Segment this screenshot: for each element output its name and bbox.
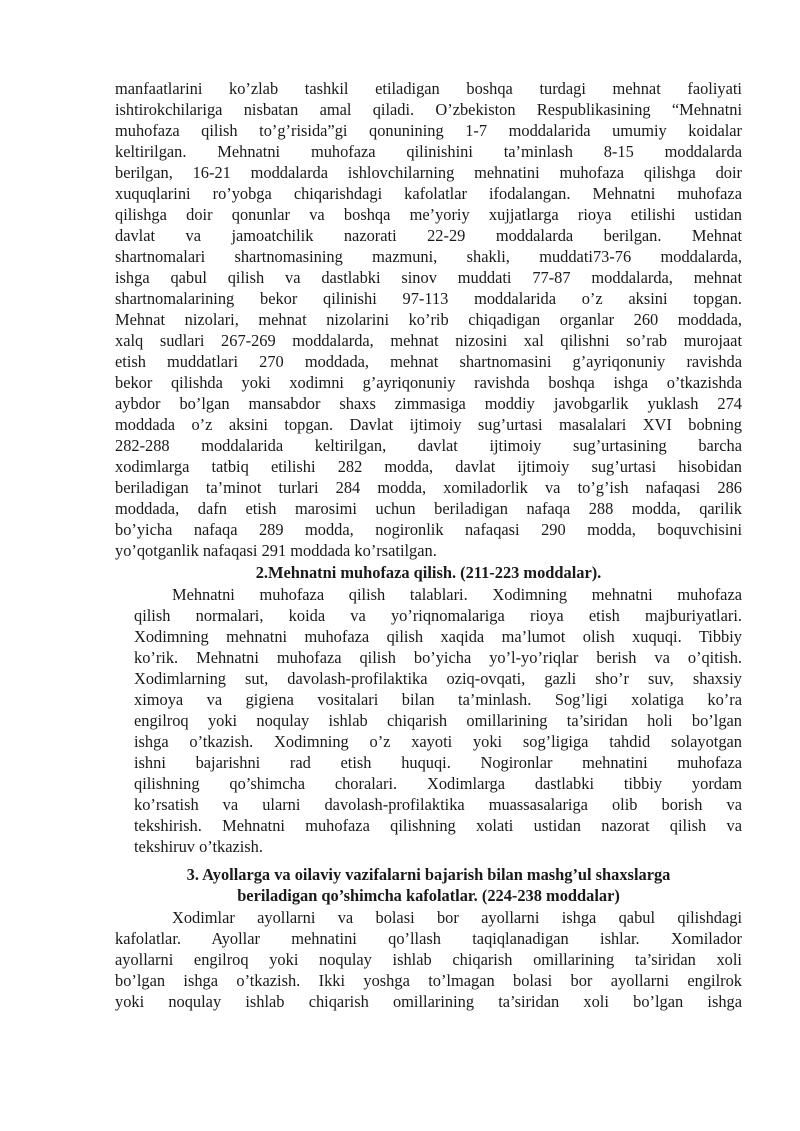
text-line: Mehnatni muhofaza qilish talablari. Xodimning mehnatni muhofaza bbox=[172, 585, 742, 604]
text-line: yo’qotganlik nafaqasi 291 moddada ko’rsatilgan. bbox=[115, 541, 437, 560]
text-line: xodimlarga tatbiq etilishi 282 modda, davlat ijtimoiy sug’urtasi hisobidan bbox=[115, 457, 742, 476]
text-line: berilgan, 16-21 moddalarda ishlovchilarning mehnatini muhofaza qilishga doir bbox=[115, 163, 742, 182]
text-line: qilishga doir qonunlar va boshqa me’yoriy xujjatlarga rioya etilishi ustidan bbox=[115, 205, 742, 224]
text-line: engilroq yoki noqulay ishlab chiqarish omillarining ta’siridan holi bo’lgan bbox=[134, 711, 742, 730]
text-line: davlat va jamoatchilik nazorati 22-29 moddalarda berilgan. Mehnat bbox=[115, 226, 742, 245]
section-heading-women-guarantees: 3. Ayollarga va oilaviy vazifalarni bajarish bilan mashg’ul shaxslarga bbox=[186, 865, 671, 884]
text-line: Xodimlarning sut, davolash-profilaktika oziq-ovqati, gazli sho’r suv, shaxsiy bbox=[134, 669, 742, 688]
text-line: keltirilgan. Mehnatni muhofaza qilinishini ta’minlash 8-15 moddalarda bbox=[115, 142, 742, 161]
text-line: Xodimlar ayollarni va bolasi bor ayollarni ishga qabul qilishdagi bbox=[172, 908, 742, 927]
text-line: ishtirokchilariga nisbatan amal qiladi. O’zbekiston Respublikasining “Mehnatni bbox=[115, 100, 742, 119]
text-line: ishga qabul qilish va dastlabki sinov muddati 77-87 moddalarda, mehnat bbox=[115, 268, 742, 287]
text-line: aybdor bo’lgan mansabdor shaxs zimmasiga moddiy javobgarlik yuklash 274 bbox=[115, 394, 742, 413]
text-line: tekshiruv o’tkazish. bbox=[134, 837, 263, 856]
text-line: qilishning qo’shimcha choralari. Xodimlarga dastlabki tibbiy yordam bbox=[134, 774, 742, 793]
text-line: qilish normalari, koida va yo’riqnomalariga rioya etish majburiyatlari. bbox=[134, 606, 742, 625]
text-line: moddada, dafn etish marosimi uchun beriladigan nafaqa 288 modda, qarilik bbox=[115, 499, 742, 518]
text-line: xalq sudlari 267-269 moddalarda, mehnat nizosini xal qilishni so’rab murojaat bbox=[115, 331, 742, 350]
text-line: ishni bajarishni rad etish huquqi. Nogironlar mehnatini muhofaza bbox=[134, 753, 742, 772]
text-line: xuquqlarini ro’yobga chiqarishdagi kafolatlar ifodalangan. Mehnatni muhofaza bbox=[115, 184, 742, 203]
text-line: bekor qilishda yoki xodimni g’ayriqonuniy ravishda boshqa ishga o’tkazishda bbox=[115, 373, 742, 392]
text-line: kafolatlar. Ayollar mehnatini qo’llash taqiqlanadigan ishlar. Xomilador bbox=[115, 929, 742, 948]
text-line: manfaatlarini ko’zlab tashkil etiladigan boshqa turdagi mehnat faoliyati bbox=[115, 79, 742, 98]
text-line: etish muddatlari 270 moddada, mehnat shartnomasini g’ayriqonuniy ravishda bbox=[115, 352, 742, 371]
text-line: ko’rsatish va ularni davolash-profilaktika muassasalariga olib borish va bbox=[134, 795, 742, 814]
text-line: shartnomalari shartnomasining mazmuni, shakli, muddati73-76 moddalarda, bbox=[115, 247, 742, 266]
text-line: ishga o’tkazish. Xodimning o’z xayoti yoki sog’ligiga tahdid solayotgan bbox=[134, 732, 742, 751]
text-line: ayollarni engilroq yoki noqulay ishlab chiqarish omillarining ta’siridan xoli bbox=[115, 950, 742, 969]
text-line: Mehnat nizolari, mehnat nizolarini ko’rib chiqadigan organlar 260 moddada, bbox=[115, 310, 742, 329]
section-heading-labor-protection: 2.Mehnatni muhofaza qilish. (211-223 moddalar). bbox=[255, 563, 602, 582]
section-heading-women-guarantees-cont: beriladigan qo’shimcha kafolatlar. (224-238 moddalar) bbox=[237, 886, 620, 905]
text-line: yoki noqulay ishlab chiqarish omillarining ta’siridan xoli bo’lgan ishga bbox=[115, 992, 742, 1011]
text-line: muhofaza qilish to’g’risida”gi qonunining 1-7 moddalarida umumiy koidalar bbox=[115, 121, 742, 140]
text-line: bo’yicha nafaqa 289 modda, nogironlik nafaqasi 290 modda, boquvchisini bbox=[115, 520, 742, 539]
text-line: beriladigan ta’minot turlari 284 modda, xomiladorlik va to’g’ish nafaqasi 286 bbox=[115, 478, 742, 497]
text-line: bo’lgan ishga o’tkazish. Ikki yoshga to’lmagan bolasi bor ayollarni engilrok bbox=[115, 971, 742, 990]
text-line: ximoya va gigiena vositalari bilan ta’minlash. Sog’ligi xolatiga ko’ra bbox=[134, 690, 742, 709]
text-line: ko’rik. Mehnatni muhofaza qilish bo’yicha yo’l-yo’riqlar berish va o’qitish. bbox=[134, 648, 742, 667]
text-line: tekshirish. Mehnatni muhofaza qilishning xolati ustidan nazorat qilish va bbox=[134, 816, 742, 835]
text-line: 282-288 moddalarida keltirilgan, davlat ijtimoiy sug’urtasining barcha bbox=[115, 436, 742, 455]
text-line: shartnomalarining bekor qilinishi 97-113 moddalarida o’z aksini topgan. bbox=[115, 289, 742, 308]
text-line: Xodimning mehnatni muhofaza qilish xaqida ma’lumot olish xuquqi. Tibbiy bbox=[134, 627, 742, 646]
text-line: moddada o’z aksini topgan. Davlat ijtimoiy sug’urtasi masalalari XVI bobning bbox=[115, 415, 742, 434]
